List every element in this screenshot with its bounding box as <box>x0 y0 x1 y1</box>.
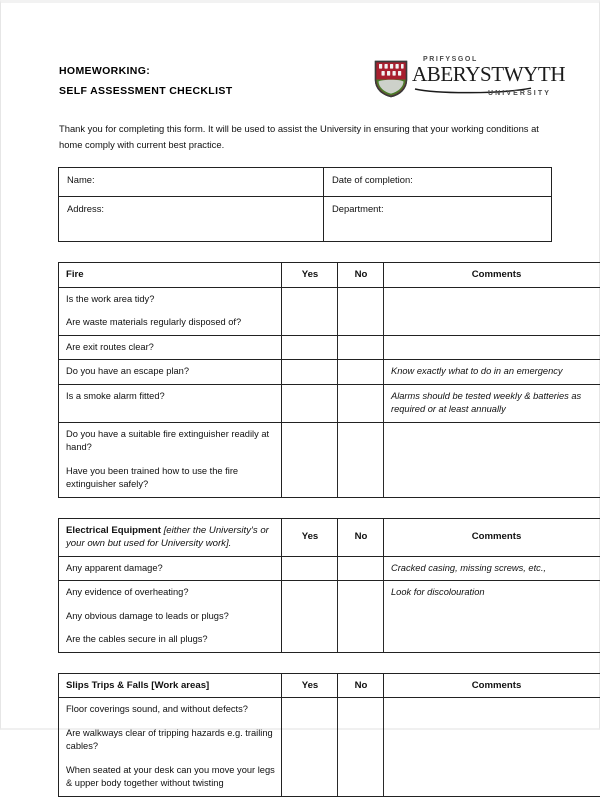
table-row <box>59 628 600 652</box>
no-checkbox-cell[interactable] <box>338 335 384 360</box>
logo-suffix: UNIVERSITY <box>488 90 551 97</box>
question-cell: When seated at your desk can you move your legs & upper body together without twisting <box>59 759 282 797</box>
yes-checkbox-cell[interactable] <box>282 581 338 605</box>
comment-cell[interactable]: Cracked casing, missing screws, etc., <box>384 556 600 581</box>
question-cell: Are exit routes clear? <box>59 335 282 360</box>
table-row <box>59 460 600 498</box>
question-cell: Do you have a suitable fire extinguisher readily at hand? <box>59 422 282 460</box>
table-row <box>59 197 552 242</box>
table-header-row <box>59 673 600 698</box>
table-header-row <box>59 518 600 556</box>
no-checkbox-cell[interactable] <box>338 460 384 498</box>
question-cell: Are walkways clear of tripping hazards e.g. trailing cables? <box>59 722 282 759</box>
no-checkbox-cell[interactable] <box>338 698 384 722</box>
no-checkbox-cell[interactable] <box>338 722 384 759</box>
column-header-yes: Yes <box>282 263 338 288</box>
logo-wordmark <box>412 54 552 104</box>
coat-of-arms-crest-icon <box>374 60 408 98</box>
no-checkbox-cell[interactable] <box>338 311 384 335</box>
section-heading-text: Electrical Equipment <box>66 525 161 536</box>
yes-checkbox-cell[interactable] <box>282 605 338 629</box>
question-cell: Any apparent damage? <box>59 556 282 581</box>
no-checkbox-cell[interactable] <box>338 759 384 797</box>
comment-cell[interactable] <box>384 311 600 335</box>
column-header-no: No <box>338 518 384 556</box>
checklist-table-slips-trips-falls <box>58 673 600 797</box>
table-row <box>59 168 552 197</box>
document-content <box>58 51 552 797</box>
column-header-no: No <box>338 263 384 288</box>
table-row <box>59 287 600 311</box>
column-header-comments: Comments <box>384 673 600 698</box>
no-checkbox-cell[interactable] <box>338 422 384 460</box>
comment-cell[interactable] <box>384 628 600 652</box>
no-checkbox-cell[interactable] <box>338 628 384 652</box>
table-row <box>59 698 600 722</box>
yes-checkbox-cell[interactable] <box>282 698 338 722</box>
table-row <box>59 722 600 759</box>
section-heading-electrical-equipment <box>59 518 282 556</box>
title-line-1: HOMEWORKING: <box>59 61 232 81</box>
section-heading-fire: Fire <box>59 263 282 288</box>
yes-checkbox-cell[interactable] <box>282 335 338 360</box>
yes-checkbox-cell[interactable] <box>282 460 338 498</box>
no-checkbox-cell[interactable] <box>338 605 384 629</box>
name-field[interactable]: Name: <box>59 168 324 197</box>
question-cell: Floor coverings sound, and without defects? <box>59 698 282 722</box>
comment-cell[interactable]: Look for discolouration <box>384 581 600 605</box>
table-row <box>59 360 600 385</box>
yes-checkbox-cell[interactable] <box>282 384 338 422</box>
yes-checkbox-cell[interactable] <box>282 556 338 581</box>
question-cell: Any obvious damage to leads or plugs? <box>59 605 282 629</box>
question-cell: Is a smoke alarm fitted? <box>59 384 282 422</box>
address-field[interactable]: Address: <box>59 197 324 242</box>
section-heading-note: [either the University's or your own but used for University work]. <box>66 525 269 550</box>
comment-cell[interactable] <box>384 722 600 759</box>
yes-checkbox-cell[interactable] <box>282 422 338 460</box>
table-row <box>59 384 600 422</box>
comment-cell[interactable] <box>384 605 600 629</box>
yes-checkbox-cell[interactable] <box>282 722 338 759</box>
question-cell: Have you been trained how to use the fire extinguisher safely? <box>59 460 282 498</box>
logo-main-name: ABERYSTWYTH <box>412 63 565 86</box>
yes-checkbox-cell[interactable] <box>282 360 338 385</box>
table-header-row <box>59 263 600 288</box>
comment-cell[interactable] <box>384 759 600 797</box>
table-row <box>59 581 600 605</box>
page-title <box>59 61 232 101</box>
aberystwyth-university-logo <box>374 54 552 104</box>
no-checkbox-cell[interactable] <box>338 287 384 311</box>
department-field[interactable]: Department: <box>324 197 552 242</box>
no-checkbox-cell[interactable] <box>338 556 384 581</box>
yes-checkbox-cell[interactable] <box>282 311 338 335</box>
column-header-comments: Comments <box>384 518 600 556</box>
question-cell: Are the cables secure in all plugs? <box>59 628 282 652</box>
intro-paragraph: Thank you for completing this form. It will be used to assist the University in ensuring that your working conditions at home comply with current best practice. <box>59 121 539 152</box>
table-row <box>59 311 600 335</box>
checklist-table-fire <box>58 262 600 498</box>
personal-details-table <box>58 167 552 242</box>
no-checkbox-cell[interactable] <box>338 360 384 385</box>
document-header <box>58 51 552 109</box>
table-row <box>59 759 600 797</box>
yes-checkbox-cell[interactable] <box>282 759 338 797</box>
section-heading-slips-trips-falls: Slips Trips & Falls [Work areas] <box>59 673 282 698</box>
table-row <box>59 335 600 360</box>
column-header-comments: Comments <box>384 263 600 288</box>
comment-cell[interactable] <box>384 287 600 311</box>
comment-cell[interactable] <box>384 698 600 722</box>
table-row <box>59 605 600 629</box>
title-line-2: SELF ASSESSMENT CHECKLIST <box>59 81 232 101</box>
question-cell: Any evidence of overheating? <box>59 581 282 605</box>
column-header-no: No <box>338 673 384 698</box>
question-cell: Are waste materials regularly disposed of? <box>59 311 282 335</box>
comment-cell[interactable] <box>384 335 600 360</box>
question-cell: Do you have an escape plan? <box>59 360 282 385</box>
comment-cell[interactable]: Know exactly what to do in an emergency <box>384 360 600 385</box>
no-checkbox-cell[interactable] <box>338 581 384 605</box>
column-header-yes: Yes <box>282 518 338 556</box>
no-checkbox-cell[interactable] <box>338 384 384 422</box>
yes-checkbox-cell[interactable] <box>282 287 338 311</box>
logo-welsh-name: PRIFYSGOL <box>423 56 478 63</box>
column-header-yes: Yes <box>282 673 338 698</box>
date-of-completion-field[interactable]: Date of completion: <box>324 168 552 197</box>
yes-checkbox-cell[interactable] <box>282 628 338 652</box>
question-cell: Is the work area tidy? <box>59 287 282 311</box>
comment-cell[interactable] <box>384 422 600 460</box>
table-row <box>59 556 600 581</box>
checklist-table-electrical-equipment <box>58 518 600 653</box>
comment-cell[interactable] <box>384 460 600 498</box>
table-row <box>59 422 600 460</box>
comment-cell[interactable]: Alarms should be tested weekly & batteries as required or at least annually <box>384 384 600 422</box>
